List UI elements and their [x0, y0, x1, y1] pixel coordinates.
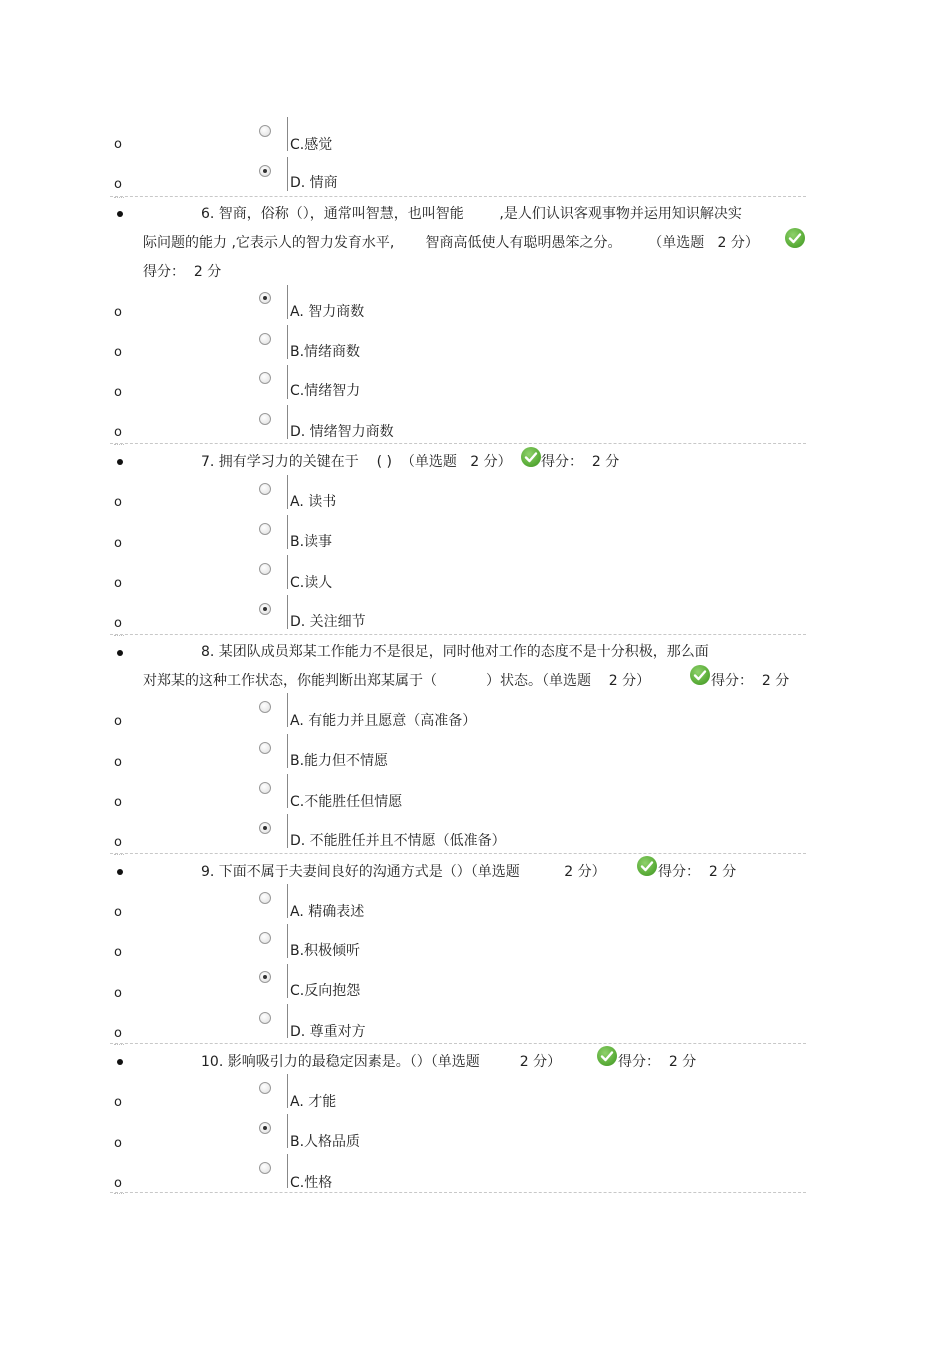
option-divider: [287, 814, 288, 848]
list-bullet: o: [114, 945, 122, 960]
radio-q8-a[interactable]: [259, 701, 271, 713]
option-label: A. 精确表述: [290, 904, 365, 920]
option-label: C.情绪智力: [290, 383, 361, 399]
option-label: D. 情商: [290, 175, 338, 191]
option-divider: [287, 924, 288, 958]
list-bullet: o: [114, 576, 122, 591]
question-separator: [110, 196, 806, 197]
option-label: B.能力但不情愿: [290, 753, 389, 769]
correct-check-icon: [690, 665, 710, 685]
option-divider: [287, 774, 288, 808]
radio-q6-a[interactable]: [259, 292, 271, 304]
option-label: D. 关注细节: [290, 614, 366, 630]
list-bullet: o: [114, 714, 122, 729]
radio-q6-d[interactable]: [259, 413, 271, 425]
option-label: C.不能胜任但情愿: [290, 794, 403, 810]
radio-q6-c[interactable]: [259, 372, 271, 384]
option-label: C.感觉: [290, 137, 333, 153]
radio-q7-a[interactable]: [259, 483, 271, 495]
list-bullet: o: [114, 345, 122, 360]
score-text: 得分： 2 分: [541, 454, 620, 470]
list-bullet: o: [114, 1026, 122, 1041]
option-label: A. 有能力并且愿意（高准备）: [290, 713, 477, 729]
radio-q5-c[interactable]: [259, 125, 271, 137]
radio-q5-d[interactable]: [259, 165, 271, 177]
option-divider: [287, 325, 288, 359]
question-separator: [110, 853, 806, 854]
correct-check-icon: [597, 1046, 617, 1066]
option-divider: [287, 555, 288, 589]
option-divider: [287, 693, 288, 727]
score-text: 得分： 2 分: [658, 864, 737, 880]
list-bullet: o: [114, 986, 122, 1001]
score-text: 得分： 2 分: [618, 1054, 697, 1070]
radio-q7-d[interactable]: [259, 603, 271, 615]
question-separator: [110, 634, 806, 635]
list-bullet: o: [114, 177, 122, 192]
score-text: 得分： 2 分: [143, 264, 222, 280]
option-label: C.读人: [290, 575, 333, 591]
option-label: D. 尊重对方: [290, 1024, 366, 1040]
option-divider: [287, 285, 288, 319]
option-divider: [287, 964, 288, 998]
radio-q9-c[interactable]: [259, 971, 271, 983]
radio-q7-b[interactable]: [259, 523, 271, 535]
list-bullet: o: [114, 616, 122, 631]
question-separator: [110, 1192, 806, 1193]
question-bullet: [117, 869, 123, 875]
radio-q8-c[interactable]: [259, 782, 271, 794]
list-bullet: o: [114, 755, 122, 770]
option-label: D. 不能胜任并且不情愿（低准备）: [290, 833, 506, 849]
radio-q10-a[interactable]: [259, 1082, 271, 1094]
list-bullet: o: [114, 835, 122, 850]
option-divider: [287, 1114, 288, 1148]
list-bullet: o: [114, 425, 122, 440]
option-divider: [287, 405, 288, 439]
list-bullet: o: [114, 305, 122, 320]
option-divider: [287, 515, 288, 549]
radio-q9-a[interactable]: [259, 892, 271, 904]
option-divider: [287, 1004, 288, 1038]
question-text: 对郑某的这种工作状态，你能判断出郑某属于（ ）状态。（单选题 2 分）: [143, 673, 651, 689]
list-bullet: o: [114, 795, 122, 810]
question-text: 9. 下面不属于夫妻间良好的沟通方式是（）（单选题 2 分）: [201, 864, 606, 880]
option-label: C.性格: [290, 1175, 333, 1191]
option-divider: [287, 734, 288, 768]
radio-q9-b[interactable]: [259, 932, 271, 944]
option-divider: [287, 1074, 288, 1108]
option-divider: [287, 595, 288, 629]
question-bullet: [117, 650, 123, 656]
option-label: A. 智力商数: [290, 304, 365, 320]
correct-check-icon: [785, 228, 805, 248]
list-bullet: o: [114, 1176, 122, 1191]
radio-q8-d[interactable]: [259, 822, 271, 834]
question-bullet: [117, 211, 123, 217]
radio-q8-b[interactable]: [259, 742, 271, 754]
question-bullet: [117, 459, 123, 465]
radio-q9-d[interactable]: [259, 1012, 271, 1024]
option-divider: [287, 884, 288, 918]
list-bullet: o: [114, 385, 122, 400]
question-bullet: [117, 1059, 123, 1065]
question-separator: [110, 443, 806, 444]
option-divider: [287, 1154, 288, 1188]
list-bullet: o: [114, 536, 122, 551]
score-text: 得分： 2 分: [711, 673, 790, 689]
list-bullet: o: [114, 495, 122, 510]
option-divider: [287, 475, 288, 509]
list-bullet: o: [114, 905, 122, 920]
option-label: B.情绪商数: [290, 344, 361, 360]
option-divider: [287, 365, 288, 399]
radio-q6-b[interactable]: [259, 333, 271, 345]
option-label: A. 才能: [290, 1094, 337, 1110]
correct-check-icon: [637, 856, 657, 876]
list-bullet: o: [114, 137, 122, 152]
option-divider: [287, 117, 288, 151]
option-divider: [287, 157, 288, 191]
question-text: 10. 影响吸引力的最稳定因素是。（）（单选题 2 分）: [201, 1054, 562, 1070]
option-label: C.反向抱怨: [290, 983, 361, 999]
radio-q7-c[interactable]: [259, 563, 271, 575]
correct-check-icon: [521, 447, 541, 467]
list-bullet: o: [114, 1095, 122, 1110]
radio-q10-b[interactable]: [259, 1122, 271, 1134]
option-label: B.读事: [290, 534, 333, 550]
radio-q10-c[interactable]: [259, 1162, 271, 1174]
option-label: A. 读书: [290, 494, 337, 510]
question-text: 际问题的能力 ,它表示人的智力发育水平, 智商高低使人有聪明愚笨之分。 （单选题 2 分）: [143, 235, 759, 251]
question-text: 7. 拥有学习力的关键在于 ( ) （单选题 2 分）: [201, 454, 512, 470]
question-separator: [110, 1043, 806, 1044]
question-text: 6. 智商，俗称（），通常叫智慧，也叫智能 ,是人们认识客观事物并运用知识解决实: [201, 206, 742, 222]
option-label: B.人格品质: [290, 1134, 361, 1150]
list-bullet: o: [114, 1136, 122, 1151]
question-text: 8. 某团队成员郑某工作能力不是很足，同时他对工作的态度不是十分积极，那么面: [201, 644, 709, 660]
option-label: D. 情绪智力商数: [290, 424, 394, 440]
option-label: B.积极倾听: [290, 943, 361, 959]
